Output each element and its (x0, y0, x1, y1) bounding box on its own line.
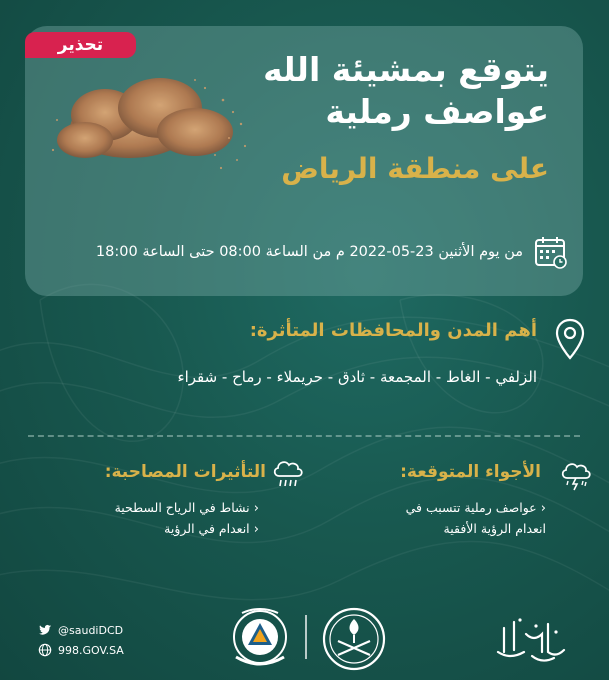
headline-line-1: يتوقع بمشيئة الله (263, 50, 549, 89)
calendar-icon (533, 234, 569, 270)
storm-cloud-icon (558, 456, 594, 492)
schedule-row (96, 232, 569, 272)
chevron-left-icon: ‹ (249, 501, 259, 516)
warning-badge: تحذير (25, 32, 136, 58)
headline-line-2: عواصف رملية (325, 92, 549, 131)
dust-cloud-illustration (45, 60, 255, 180)
website-link[interactable]: 998.GOV.SA (38, 643, 124, 657)
twitter-icon (38, 623, 52, 637)
chevron-left-icon: ‹ (536, 501, 546, 516)
effects-item-2: ‹ انعدام في الرؤية (164, 521, 259, 537)
affected-cities-list: الزلفي - الغاط - المجمعة - ثادق - حريملاء - رماح - شقراء (177, 368, 537, 386)
effects-title: التأثيرات المصاحبة: (104, 462, 266, 482)
location-pin-icon (555, 318, 585, 360)
conditions-title: الأجواء المتوقعة: (400, 462, 541, 482)
schedule-text: من يوم الأثنين 23-05-2022 م من الساعة 08:00 حتى الساعة 18:00 (95, 244, 523, 260)
footer-separator (305, 615, 307, 659)
slogan-calligraphy-logo (490, 612, 570, 667)
chevron-left-icon: ‹ (249, 522, 259, 537)
twitter-handle[interactable]: @saudiDCD (38, 623, 123, 637)
rain-cloud-icon (270, 456, 306, 492)
region-headline: على منطقة الرياض (281, 152, 549, 185)
saudi-emblem (320, 605, 388, 673)
conditions-item-1: ‹ عواصف رملية تتسبب في (405, 500, 546, 516)
affected-cities-title: أهم المدن والمحافظات المتأثرة: (249, 320, 537, 341)
effects-item-1: ‹ نشاط في الرياح السطحية (114, 500, 259, 516)
conditions-item-2: انعدام الرؤية الأفقية (443, 521, 546, 536)
civil-defense-emblem (226, 605, 294, 673)
section-divider (28, 435, 580, 437)
globe-icon (38, 643, 52, 657)
